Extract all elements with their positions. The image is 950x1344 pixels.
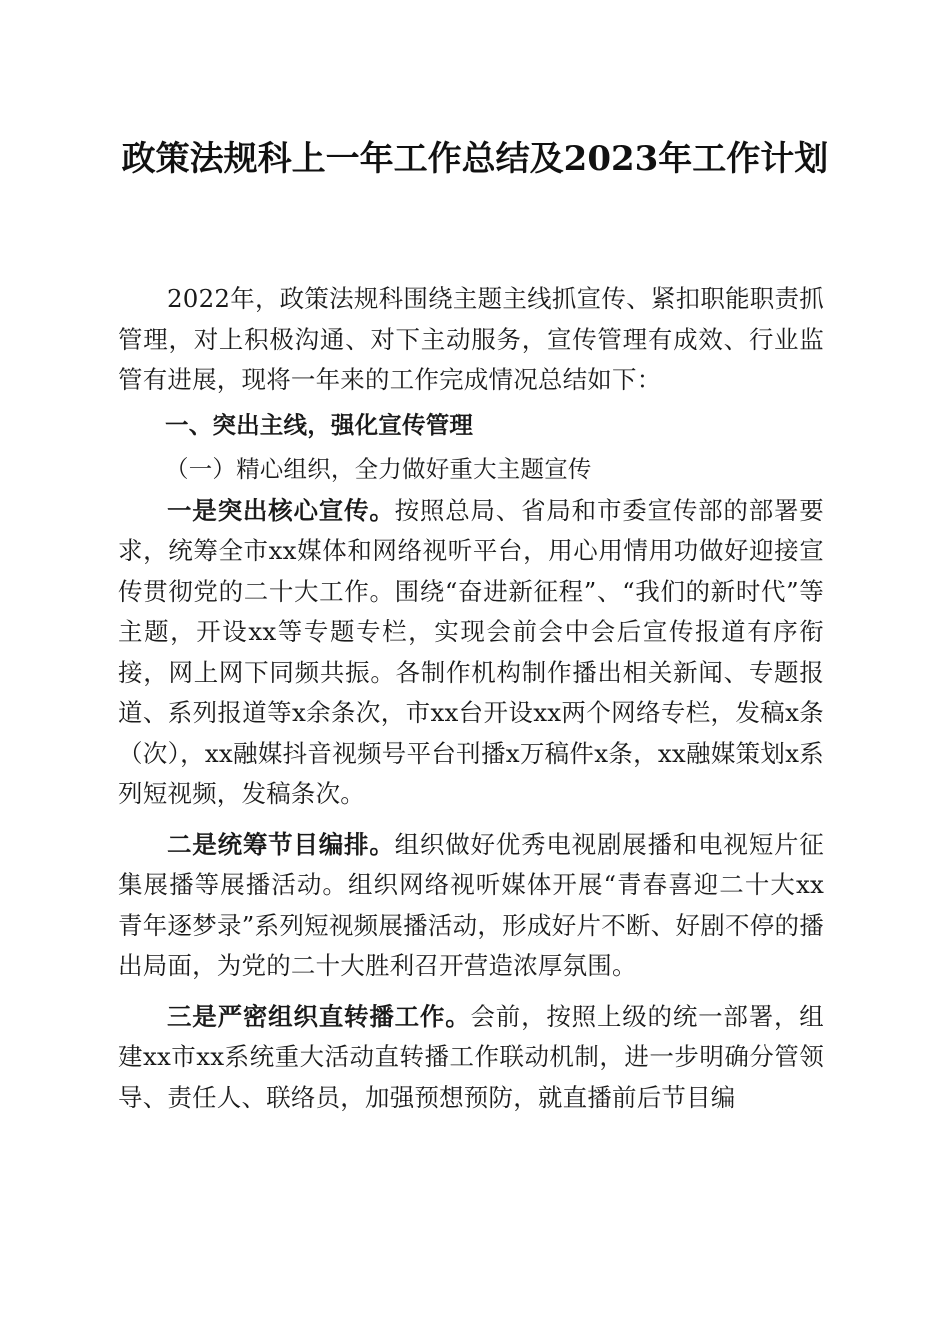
item-lead: 二是统筹节目编排。 (167, 829, 395, 859)
section-heading: 一、突出主线，强化宣传管理 (165, 410, 474, 439)
item-text: 组织做好优秀电视剧展播和电视短片征集展播等展播活动。组织网络视听媒体开展“青春喜迎二十大xx青年逐梦录”系列短视频展播活动，形成好片不断、好剧不停的播出局面，为党的二十大胜利召开营造浓厚氛围。 (118, 829, 824, 980)
item-lead: 三是严密组织直转播工作。 (167, 1001, 471, 1031)
item-lead: 一是突出核心宣传。 (167, 495, 395, 525)
subsection-heading: （一）精心组织，全力做好重大主题宣传 (165, 454, 592, 483)
item-text: 按照总局、省局和市委宣传部的部署要求，统筹全市xx媒体和网络视听平台，用心用情用功做好迎接宣传贯彻党的二十大工作。围绕“奋进新征程”、“我们的新时代”等主题，开设xx等专题专栏，实现会前会中会后宣传报道有序衔接，网上网下同频共振。各制作机构制作播出相关新闻、专题报道、系列报道等x余条次，市xx台开设xx两个网络专栏，发稿x条（次），xx融媒抖音视频号平台刊播x万稿件x条，xx融媒策划x系列短视频，发稿条次。 (118, 495, 824, 808)
item-paragraph-3 (118, 997, 824, 1119)
document-title: 政策法规科上一年工作总结及2023年工作计划 (121, 139, 829, 179)
item-text: 会前，按照上级的统一部署，组建xx市xx系统重大活动直转播工作联动机制，进一步明确分管领导、责任人、联络员，加强预想预防，就直播前后节目编 (118, 1001, 824, 1112)
item-paragraph-1 (118, 491, 824, 815)
intro-paragraph: 2022年，政策法规科围绕主题主线抓宣传、紧扣职能职责抓管理，对上积极沟通、对下主动服务，宣传管理有成效、行业监管有进展，现将一年来的工作完成情况总结如下： (118, 284, 824, 394)
item-paragraph-2 (118, 825, 824, 987)
document-body (118, 279, 824, 1118)
